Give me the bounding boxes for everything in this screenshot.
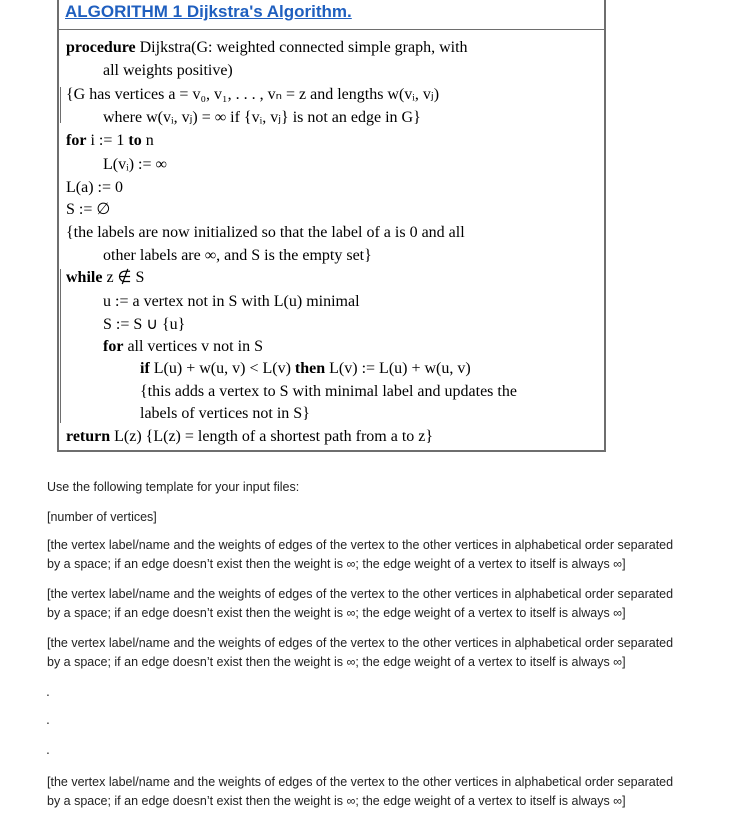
title-divider: [59, 29, 604, 30]
code-line: return L(z) {L(z) = length of a shortest path from a to z}: [66, 428, 434, 445]
nesting-bar: [60, 87, 61, 123]
code-line: for i := 1 to n: [66, 132, 154, 149]
code-line: S := ∅: [66, 201, 111, 218]
template-row-line: [the vertex label/name and the weights of edges of the vertex to the other vertices in alphabetical order separated: [47, 775, 674, 789]
code-line: {the labels are now initialized so that the label of a is 0 and all: [66, 224, 465, 241]
ellipsis-dot: .: [46, 683, 50, 699]
code-line: {G has vertices a = v₀, v₁, . . . , vₙ = z and lengths w(vᵢ, vⱼ): [66, 86, 440, 103]
code-line: all weights positive): [103, 62, 233, 79]
code-line: where w(vᵢ, vⱼ) = ∞ if {vᵢ, vⱼ} is not an edge in G}: [103, 109, 421, 126]
code-line: L(a) := 0: [66, 179, 123, 196]
template-row-line: by a space; if an edge doesn’t exist then the weight is ∞; the edge weight of a vertex to itself is always ∞]: [47, 655, 626, 669]
code-line: for all vertices v not in S: [103, 338, 263, 355]
ellipsis-dot: .: [46, 741, 50, 757]
code-line: if L(u) + w(u, v) < L(v) then L(v) := L(u) + w(u, v): [140, 360, 471, 377]
ellipsis-dot: .: [46, 711, 50, 727]
code-line: L(vᵢ) := ∞: [103, 156, 167, 173]
code-line: procedure Dijkstra(G: weighted connected simple graph, with: [66, 39, 468, 56]
code-line: other labels are ∞, and S is the empty set}: [103, 247, 372, 264]
code-line: labels of vertices not in S}: [140, 405, 310, 422]
code-line: while z ∉ S: [66, 269, 145, 286]
code-line: {this adds a vertex to S with minimal label and updates the: [140, 383, 517, 400]
template-intro: Use the following template for your input files:: [47, 480, 300, 494]
template-row-line: [the vertex label/name and the weights of edges of the vertex to the other vertices in alphabetical order separated: [47, 636, 674, 650]
template-row-line: [the vertex label/name and the weights of edges of the vertex to the other vertices in alphabetical order separated: [47, 538, 674, 552]
template-row-line: by a space; if an edge doesn’t exist then the weight is ∞; the edge weight of a vertex to itself is always ∞]: [47, 794, 626, 808]
template-row-line: by a space; if an edge doesn’t exist then the weight is ∞; the edge weight of a vertex to itself is always ∞]: [47, 557, 626, 571]
template-row-line: [the vertex label/name and the weights of edges of the vertex to the other vertices in alphabetical order separated: [47, 587, 674, 601]
code-line: S := S ∪ {u}: [103, 316, 186, 333]
template-count-line: [number of vertices]: [47, 510, 157, 524]
algorithm-box: [57, 0, 606, 452]
nesting-bar: [60, 269, 61, 423]
template-row-line: by a space; if an edge doesn’t exist then the weight is ∞; the edge weight of a vertex to itself is always ∞]: [47, 606, 626, 620]
code-line: u := a vertex not in S with L(u) minimal: [103, 293, 360, 310]
algorithm-title: ALGORITHM 1 Dijkstra's Algorithm.: [65, 2, 352, 21]
